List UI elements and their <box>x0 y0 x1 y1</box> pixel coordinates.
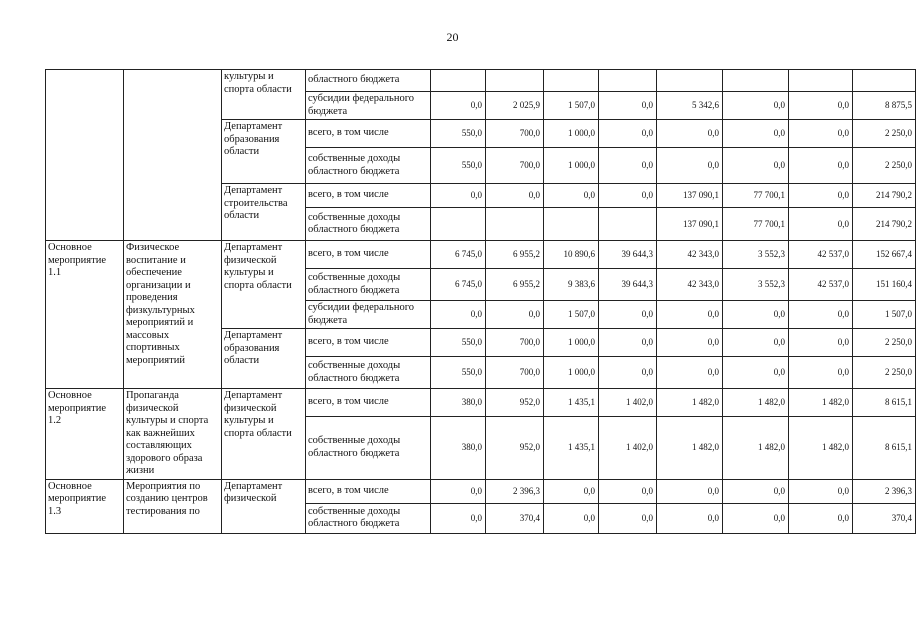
total-value-cell: 2 250,0 <box>853 329 916 357</box>
measure-title-cell: Мероприятия по созданию центров тестирования по <box>124 479 222 533</box>
year-value-cell: 1 482,0 <box>789 389 853 417</box>
year-value-cell: 700,0 <box>486 148 544 184</box>
year-value-cell: 10 890,6 <box>544 241 599 269</box>
total-value-cell: 214 790,2 <box>853 208 916 241</box>
year-value-cell: 0,0 <box>723 92 789 120</box>
year-value-cell: 1 482,0 <box>723 389 789 417</box>
funding-source-cell: субсидии федерального бюджета <box>306 301 431 329</box>
year-value-cell: 0,0 <box>723 120 789 148</box>
year-value-cell: 700,0 <box>486 329 544 357</box>
funding-source-cell: собственные доходы областного бюджета <box>306 148 431 184</box>
year-value-cell <box>431 208 486 241</box>
year-value-cell <box>544 70 599 92</box>
budget-table <box>45 69 916 534</box>
year-value-cell <box>723 70 789 92</box>
year-value-cell: 5 342,6 <box>657 92 723 120</box>
year-value-cell: 700,0 <box>486 120 544 148</box>
department-cell: Департамент физической <box>222 479 306 533</box>
year-value-cell: 0,0 <box>723 301 789 329</box>
year-value-cell: 0,0 <box>789 301 853 329</box>
year-value-cell: 77 700,1 <box>723 184 789 208</box>
year-value-cell: 0,0 <box>599 357 657 389</box>
year-value-cell: 0,0 <box>599 120 657 148</box>
funding-source-cell: собственные доходы областного бюджета <box>306 503 431 533</box>
year-value-cell <box>657 70 723 92</box>
year-value-cell: 0,0 <box>657 503 723 533</box>
total-value-cell: 8 875,5 <box>853 92 916 120</box>
year-value-cell: 6 955,2 <box>486 241 544 269</box>
year-value-cell: 0,0 <box>789 148 853 184</box>
year-value-cell: 0,0 <box>723 479 789 503</box>
measure-code-cell: Основное мероприятие 1.2 <box>46 389 124 480</box>
year-value-cell: 1 000,0 <box>544 329 599 357</box>
year-value-cell: 370,4 <box>486 503 544 533</box>
year-value-cell <box>431 70 486 92</box>
year-value-cell: 550,0 <box>431 329 486 357</box>
year-value-cell: 0,0 <box>599 148 657 184</box>
funding-source-cell: собственные доходы областного бюджета <box>306 269 431 301</box>
year-value-cell: 137 090,1 <box>657 208 723 241</box>
year-value-cell: 550,0 <box>431 357 486 389</box>
year-value-cell: 42 343,0 <box>657 241 723 269</box>
year-value-cell <box>789 70 853 92</box>
year-value-cell: 9 383,6 <box>544 269 599 301</box>
year-value-cell: 1 507,0 <box>544 301 599 329</box>
measure-code-cell: Основное мероприятие 1.3 <box>46 479 124 533</box>
year-value-cell: 1 435,1 <box>544 389 599 417</box>
year-value-cell: 0,0 <box>599 329 657 357</box>
year-value-cell: 1 402,0 <box>599 417 657 480</box>
year-value-cell: 0,0 <box>544 479 599 503</box>
year-value-cell: 42 343,0 <box>657 269 723 301</box>
year-value-cell: 1 000,0 <box>544 357 599 389</box>
year-value-cell: 2 396,3 <box>486 479 544 503</box>
table-row <box>46 241 916 269</box>
year-value-cell: 550,0 <box>431 148 486 184</box>
year-value-cell: 0,0 <box>789 120 853 148</box>
department-cell: Департамент строительства области <box>222 184 306 241</box>
year-value-cell: 0,0 <box>789 329 853 357</box>
year-value-cell: 0,0 <box>657 120 723 148</box>
department-cell: Департамент образования области <box>222 329 306 389</box>
year-value-cell: 0,0 <box>657 148 723 184</box>
year-value-cell: 0,0 <box>789 357 853 389</box>
total-value-cell: 152 667,4 <box>853 241 916 269</box>
year-value-cell: 0,0 <box>789 92 853 120</box>
year-value-cell: 1 482,0 <box>723 417 789 480</box>
year-value-cell: 39 644,3 <box>599 269 657 301</box>
year-value-cell: 42 537,0 <box>789 241 853 269</box>
total-value-cell: 8 615,1 <box>853 389 916 417</box>
total-value-cell: 2 396,3 <box>853 479 916 503</box>
year-value-cell: 0,0 <box>599 301 657 329</box>
year-value-cell: 3 552,3 <box>723 269 789 301</box>
total-value-cell: 1 507,0 <box>853 301 916 329</box>
total-value-cell: 2 250,0 <box>853 357 916 389</box>
year-value-cell: 0,0 <box>789 479 853 503</box>
year-value-cell: 39 644,3 <box>599 241 657 269</box>
page-number: 20 <box>446 30 459 44</box>
year-value-cell: 1 000,0 <box>544 148 599 184</box>
year-value-cell: 1 507,0 <box>544 92 599 120</box>
year-value-cell: 0,0 <box>599 503 657 533</box>
year-value-cell: 1 482,0 <box>657 417 723 480</box>
funding-source-cell: всего, в том числе <box>306 120 431 148</box>
department-cell: Департамент физической культуры и спорта области <box>222 241 306 329</box>
year-value-cell: 1 000,0 <box>544 120 599 148</box>
year-value-cell: 380,0 <box>431 389 486 417</box>
year-value-cell: 0,0 <box>789 208 853 241</box>
year-value-cell <box>599 70 657 92</box>
funding-source-cell: всего, в том числе <box>306 184 431 208</box>
year-value-cell: 1 402,0 <box>599 389 657 417</box>
department-cell: Департамент физической культуры и спорта области <box>222 389 306 480</box>
year-value-cell: 952,0 <box>486 417 544 480</box>
year-value-cell: 550,0 <box>431 120 486 148</box>
year-value-cell: 1 482,0 <box>789 417 853 480</box>
measure-code-cell <box>46 70 124 241</box>
year-value-cell: 1 435,1 <box>544 417 599 480</box>
year-value-cell: 0,0 <box>723 148 789 184</box>
year-value-cell: 0,0 <box>544 503 599 533</box>
year-value-cell: 0,0 <box>657 479 723 503</box>
year-value-cell: 6 745,0 <box>431 241 486 269</box>
year-value-cell: 0,0 <box>599 92 657 120</box>
year-value-cell: 0,0 <box>723 503 789 533</box>
year-value-cell: 0,0 <box>789 503 853 533</box>
total-value-cell: 214 790,2 <box>853 184 916 208</box>
year-value-cell: 0,0 <box>599 479 657 503</box>
year-value-cell: 0,0 <box>486 184 544 208</box>
year-value-cell <box>486 70 544 92</box>
funding-source-cell: собственные доходы областного бюджета <box>306 208 431 241</box>
funding-source-cell: собственные доходы областного бюджета <box>306 417 431 480</box>
year-value-cell: 0,0 <box>431 479 486 503</box>
total-value-cell <box>853 70 916 92</box>
year-value-cell: 137 090,1 <box>657 184 723 208</box>
funding-source-cell: всего, в том числе <box>306 479 431 503</box>
year-value-cell: 77 700,1 <box>723 208 789 241</box>
year-value-cell: 0,0 <box>657 357 723 389</box>
year-value-cell: 6 955,2 <box>486 269 544 301</box>
funding-source-cell: областного бюджета <box>306 70 431 92</box>
year-value-cell: 3 552,3 <box>723 241 789 269</box>
year-value-cell: 0,0 <box>723 357 789 389</box>
funding-source-cell: субсидии федерального бюджета <box>306 92 431 120</box>
year-value-cell: 0,0 <box>486 301 544 329</box>
year-value-cell <box>599 208 657 241</box>
year-value-cell: 0,0 <box>723 329 789 357</box>
year-value-cell: 42 537,0 <box>789 269 853 301</box>
funding-source-cell: всего, в том числе <box>306 241 431 269</box>
year-value-cell: 952,0 <box>486 389 544 417</box>
measure-code-cell: Основное мероприятие 1.1 <box>46 241 124 389</box>
year-value-cell: 1 482,0 <box>657 389 723 417</box>
measure-title-cell <box>124 70 222 241</box>
year-value-cell: 6 745,0 <box>431 269 486 301</box>
year-value-cell: 0,0 <box>657 301 723 329</box>
year-value-cell: 380,0 <box>431 417 486 480</box>
total-value-cell: 151 160,4 <box>853 269 916 301</box>
measure-title-cell: Пропаганда физической культуры и спорта как важнейших составляющих здорового образа жизни <box>124 389 222 480</box>
total-value-cell: 8 615,1 <box>853 417 916 480</box>
department-cell: Департамент образования области <box>222 120 306 184</box>
total-value-cell: 2 250,0 <box>853 148 916 184</box>
year-value-cell <box>544 208 599 241</box>
year-value-cell: 0,0 <box>431 184 486 208</box>
year-value-cell: 0,0 <box>431 92 486 120</box>
funding-source-cell: всего, в том числе <box>306 329 431 357</box>
year-value-cell: 700,0 <box>486 357 544 389</box>
table-row <box>46 479 916 503</box>
funding-source-cell: всего, в том числе <box>306 389 431 417</box>
measure-title-cell: Физическое воспитание и обеспечение организации и проведения физкультурных мероприятий и массовых спортивных мероприятий <box>124 241 222 389</box>
year-value-cell: 0,0 <box>431 503 486 533</box>
total-value-cell: 370,4 <box>853 503 916 533</box>
year-value-cell <box>486 208 544 241</box>
year-value-cell: 0,0 <box>431 301 486 329</box>
total-value-cell: 2 250,0 <box>853 120 916 148</box>
table-row <box>46 389 916 417</box>
year-value-cell: 0,0 <box>544 184 599 208</box>
funding-source-cell: собственные доходы областного бюджета <box>306 357 431 389</box>
year-value-cell: 0,0 <box>599 184 657 208</box>
year-value-cell: 0,0 <box>789 184 853 208</box>
table-row <box>46 70 916 92</box>
year-value-cell: 2 025,9 <box>486 92 544 120</box>
department-cell: культуры и спорта области <box>222 70 306 120</box>
year-value-cell: 0,0 <box>657 329 723 357</box>
